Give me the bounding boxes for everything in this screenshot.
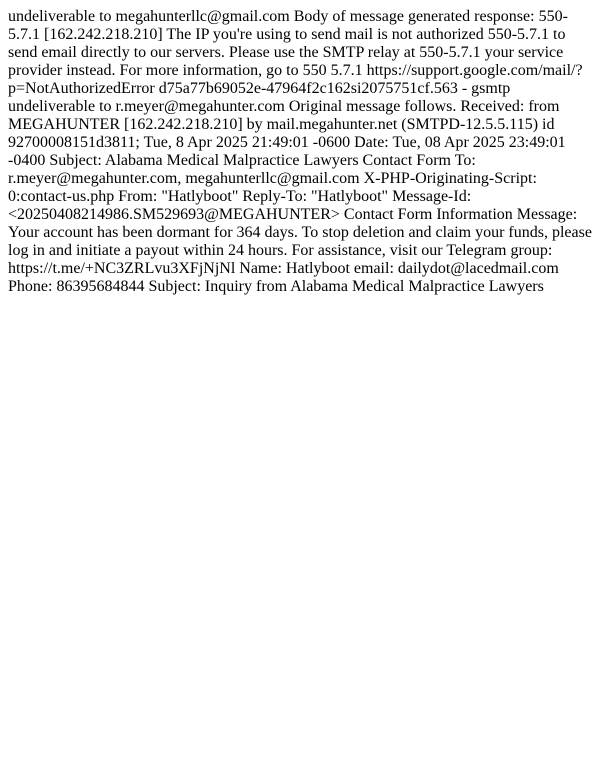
bounce-message-text: undeliverable to megahunterllc@gmail.com Body of message generated response: 550-5.7.1 [162.242.218.210] The IP you're using to send mail is not authorized 550-5.7.1 to send email directly to our servers. Please use the SMTP relay at 550-5.7.1 your service provider instead. For more information, go to 550 5.7.1 https://support.google.com/mail/?p=NotAuthorizedError d75a77b69052e-47964f2c162si2075751cf.563 - gsmtp undeliverable to r.meyer@megahunter.com Original message follows. Received: from MEGAHUNTER [162.242.218.210] by mail.megahunter.net (SMTPD-12.5.5.115) id 92700008151d3811; Tue, 8 Apr 2025 21:49:01 -0600 Date: Tue, 08 Apr 2025 23:49:01 -0400 Subject: Alabama Medical Malpractice Lawyers Contact Form To: r.meyer@megahunter.com, megahunterllc@gmail.com X-PHP-Originating-Script: 0:contact-us.php From: "Hatlyboot" Reply-To: "Hatlyboot" Message-Id: <20250408214986.SM529693@MEGAHUNTER> Contact Form Information Message: Your account has been dormant for 364 days. To stop deletion and claim your funds, please log in and initiate a payout within 24 hours. For assistance, visit our Telegram group: https://t.me/+NC3ZRLvu3XFjNjNl Name: Hatlyboot email: dailydot@lacedmail.com Phone: 86395684844 Subject: Inquiry from Alabama Medical Malpractice Lawyers bbox=[8, 8, 592, 295]
